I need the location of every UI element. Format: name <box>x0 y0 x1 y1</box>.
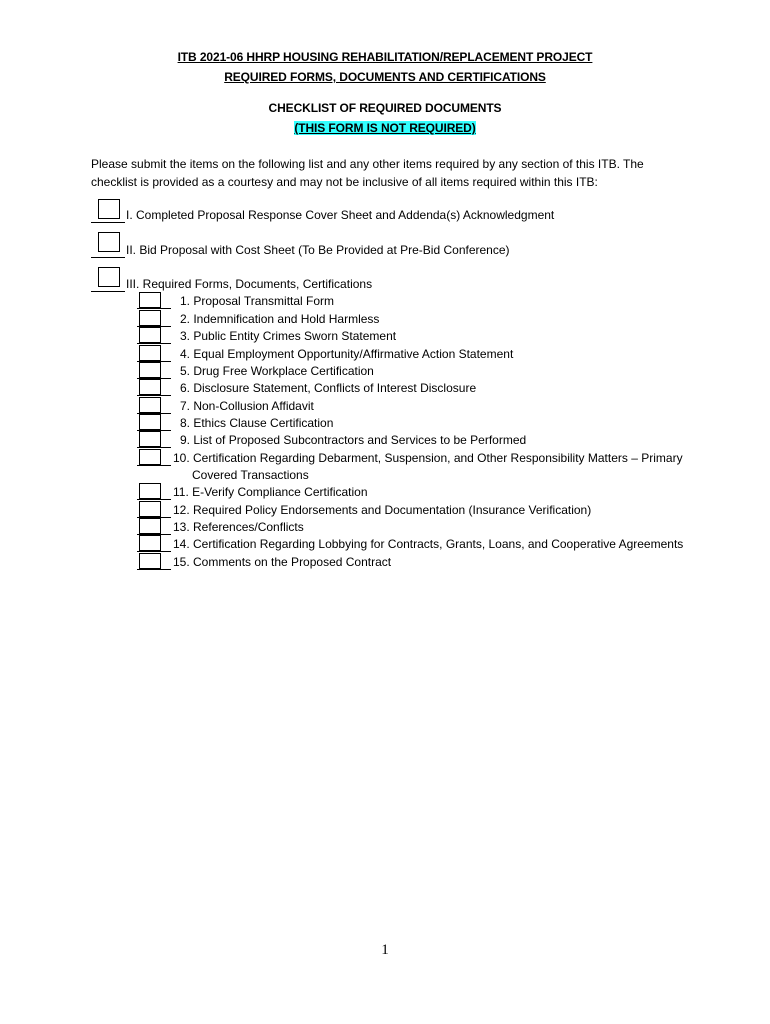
document-subtitle: REQUIRED FORMS, DOCUMENTS AND CERTIFICATIONS <box>224 70 546 84</box>
sub-item-1 <box>137 293 717 309</box>
checkbox-sub-4[interactable] <box>139 345 161 361</box>
checkbox-sub-7[interactable] <box>139 397 161 413</box>
sub-item-13 <box>137 519 717 535</box>
sub-item-label-continuation: Covered Transactions <box>192 468 309 482</box>
checkbox-sub-6[interactable] <box>139 379 161 395</box>
sub-item-7 <box>137 398 717 414</box>
sub-item-label: 1. Proposal Transmittal Form <box>180 294 335 308</box>
sub-item-4 <box>137 346 717 362</box>
sub-item-8 <box>137 415 717 431</box>
main-item-1 <box>91 207 711 223</box>
checkbox-sub-12[interactable] <box>139 501 161 517</box>
page-number: 1 <box>381 942 389 958</box>
checklist-heading: CHECKLIST OF REQUIRED DOCUMENTS <box>268 101 502 115</box>
checkbox-sub-8[interactable] <box>139 414 161 430</box>
sub-item-14 <box>137 536 727 552</box>
sub-item-6 <box>137 380 717 396</box>
main-item-3 <box>91 276 711 292</box>
sub-item-label: 15. Comments on the Proposed Contract <box>173 555 392 569</box>
checkbox-sub-15[interactable] <box>139 553 161 569</box>
checkbox-main-1[interactable] <box>98 199 120 219</box>
checkbox-sub-14[interactable] <box>139 535 161 551</box>
sub-item-label: 11. E-Verify Compliance Certification <box>173 485 368 499</box>
checkbox-main-2[interactable] <box>98 232 120 252</box>
sub-item-2 <box>137 311 717 327</box>
main-item-label: I. Completed Proposal Response Cover Sheet and Addenda(s) Acknowledgment <box>126 208 555 222</box>
sub-item-label: 4. Equal Employment Opportunity/Affirmative Action Statement <box>180 347 514 361</box>
sub-item-label: 12. Required Policy Endorsements and Documentation (Insurance Verification) <box>173 503 592 517</box>
sub-item-15 <box>137 554 717 570</box>
sub-item-11 <box>137 484 717 500</box>
sub-item-label: 13. References/Conflicts <box>173 520 304 534</box>
checkbox-sub-5[interactable] <box>139 362 161 378</box>
checkbox-sub-3[interactable] <box>139 327 161 343</box>
not-required-notice: (THIS FORM IS NOT REQUIRED) <box>294 121 476 135</box>
checkbox-sub-1[interactable] <box>139 292 161 308</box>
main-item-2 <box>91 242 711 258</box>
checkbox-sub-13[interactable] <box>139 518 161 534</box>
sub-item-label: 2. Indemnification and Hold Harmless <box>180 312 380 326</box>
checkbox-main-3[interactable] <box>98 267 120 287</box>
sub-item-label: 5. Drug Free Workplace Certification <box>180 364 374 378</box>
sub-item-label: 10. Certification Regarding Debarment, Suspension, and Other Responsibility Matters – Primary <box>173 451 683 465</box>
sub-item-12 <box>137 502 717 518</box>
checkbox-sub-9[interactable] <box>139 431 161 447</box>
sub-item-label: 8. Ethics Clause Certification <box>180 416 334 430</box>
sub-item-label: 6. Disclosure Statement, Conflicts of Interest Disclosure <box>180 381 477 395</box>
sub-item-label: 7. Non-Collusion Affidavit <box>180 399 314 413</box>
checkbox-sub-2[interactable] <box>139 310 161 326</box>
checkbox-sub-10[interactable] <box>139 449 161 465</box>
sub-item-label: 3. Public Entity Crimes Sworn Statement <box>180 329 397 343</box>
document-title: ITB 2021-06 HHRP HOUSING REHABILITATION/REPLACEMENT PROJECT <box>177 50 593 64</box>
main-item-label: II. Bid Proposal with Cost Sheet (To Be Provided at Pre-Bid Conference) <box>126 243 510 257</box>
sub-item-5 <box>137 363 717 379</box>
sub-item-label: 14. Certification Regarding Lobbying for Contracts, Grants, Loans, and Cooperative Agreements <box>173 537 684 551</box>
main-item-label: III. Required Forms, Documents, Certifications <box>126 277 373 291</box>
intro-paragraph: Please submit the items on the following list and any other items required by any section of this ITB. The checklist is provided as a courtesy and may not be inclusive of all items required within this ITB: <box>91 157 644 189</box>
checkbox-sub-11[interactable] <box>139 483 161 499</box>
sub-item-10 <box>137 450 717 484</box>
sub-item-label: 9. List of Proposed Subcontractors and Services to be Performed <box>180 433 527 447</box>
sub-item-9 <box>137 432 717 448</box>
sub-item-3 <box>137 328 717 344</box>
